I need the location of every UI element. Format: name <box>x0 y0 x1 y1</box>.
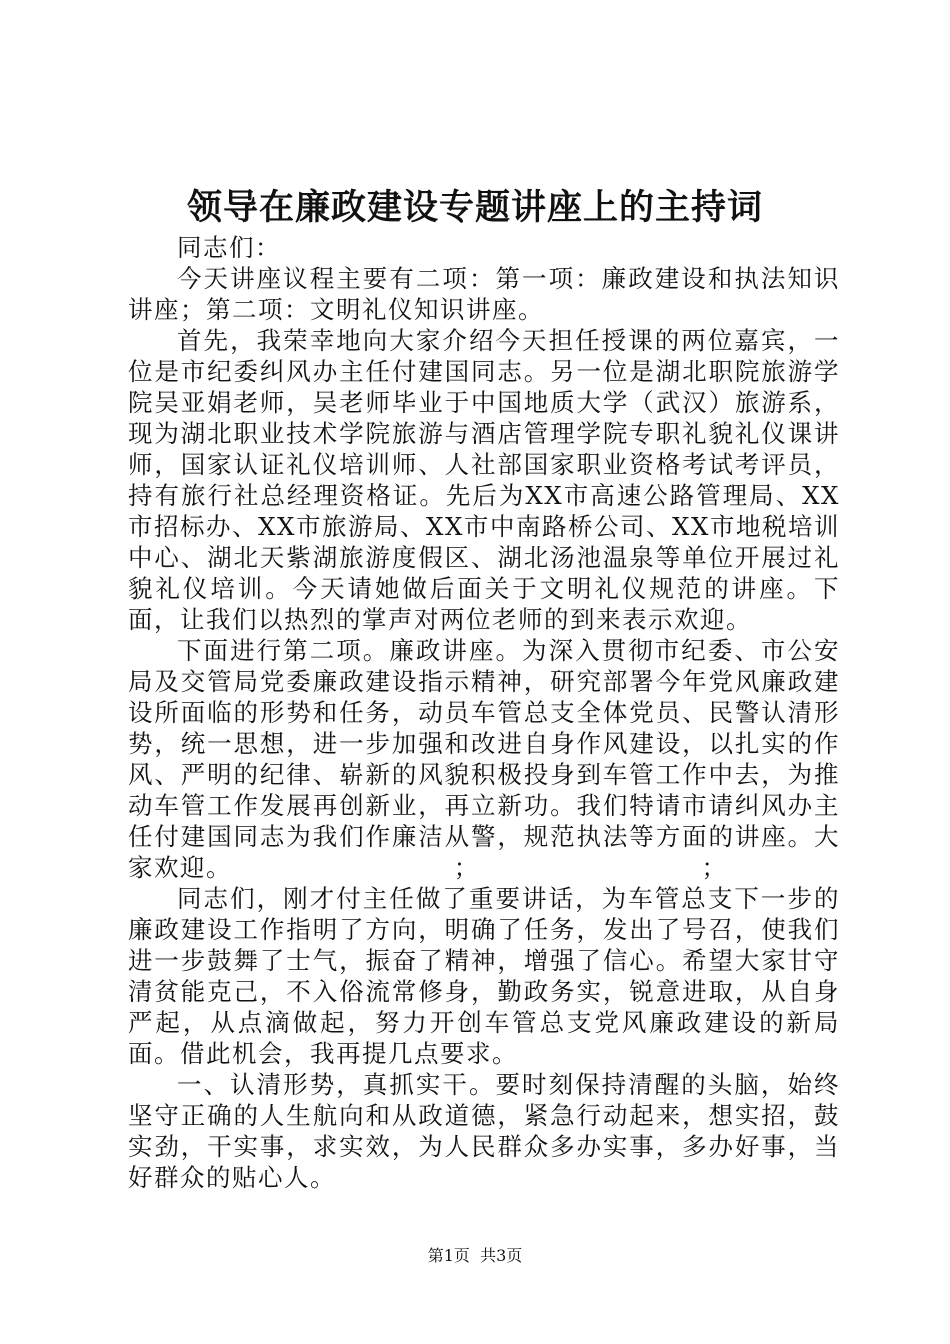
paragraph-introduction: 首先，我荣幸地向大家介绍今天担任授课的两位嘉宾，一位是市纪委纠风办主任付建国同志。另一位是湖北职院旅游学院吴亚娟老师，吴老师毕业于中国地质大学（武汉）旅游系，现为湖北职业技术学院旅游与酒店管理学院专职礼貌礼仪课讲师，国家认证礼仪培训师、人社部国家职业资格考试考评员，持有旅行社总经理资格证。先后为XX市高速公路管理局、XX市招标办、XX市旅游局、XX市中南路桥公司、XX市地税培训中心、湖北天紫湖旅游度假区、湖北汤池温泉等单位开展过礼貌礼仪培训。今天请她做后面关于文明礼仪规范的讲座。下面，让我们以热烈的掌声对两位老师的到来表示欢迎。 <box>128 326 840 634</box>
paragraph-summary: 同志们，刚才付主任做了重要讲话，为车管总支下一步的廉政建设工作指明了方向，明确了任务，发出了号召，使我们进一步鼓舞了士气，振奋了精神，增强了信心。希望大家甘守清贫能克己，不入俗流常修身，勤政务实，锐意进取，从自身严起，从点滴做起，努力开创车管总支党风廉政建设的新局面。借此机会，我再提几点要求。 <box>128 884 840 1068</box>
document-body <box>128 232 840 1193</box>
page-footer: 第1页 共3页 <box>427 1246 523 1265</box>
paragraph-greeting: 同志们： <box>177 233 281 262</box>
document-title: 领导在廉政建设专题讲座上的主持词 <box>186 187 763 228</box>
paragraph-agenda: 今天讲座议程主要有二项：第一项：廉政建设和执法知识讲座；第二项：文明礼仪知识讲座。 <box>128 264 840 324</box>
paragraph-second-item: 下面进行第二项。廉政讲座。为深入贯彻市纪委、市公安局及交管局党委廉政建设指示精神，研究部署今年党风廉政建设所面临的形势和任务，动员车管总支全体党员、民警认清形势，统一思想，进一步加强和改进自身作风建设，以扎实的作风、严明的纪律、崭新的风貌积极投身到车管工作中去，为推动车管工作发展再创新业，再立新功。我们特请市请纠风办主任付建国同志为我们作廉洁从警，规范执法等方面的讲座。大家欢迎。 ； ； <box>128 636 840 882</box>
paragraph-requirement-one: 一、认清形势，真抓实干。要时刻保持清醒的头脑，始终坚守正确的人生航向和从政道德，紧急行动起来，想实招，鼓实劲，干实事，求实效，为人民群众多办实事，多办好事，当好群众的贴心人。 <box>128 1070 840 1192</box>
